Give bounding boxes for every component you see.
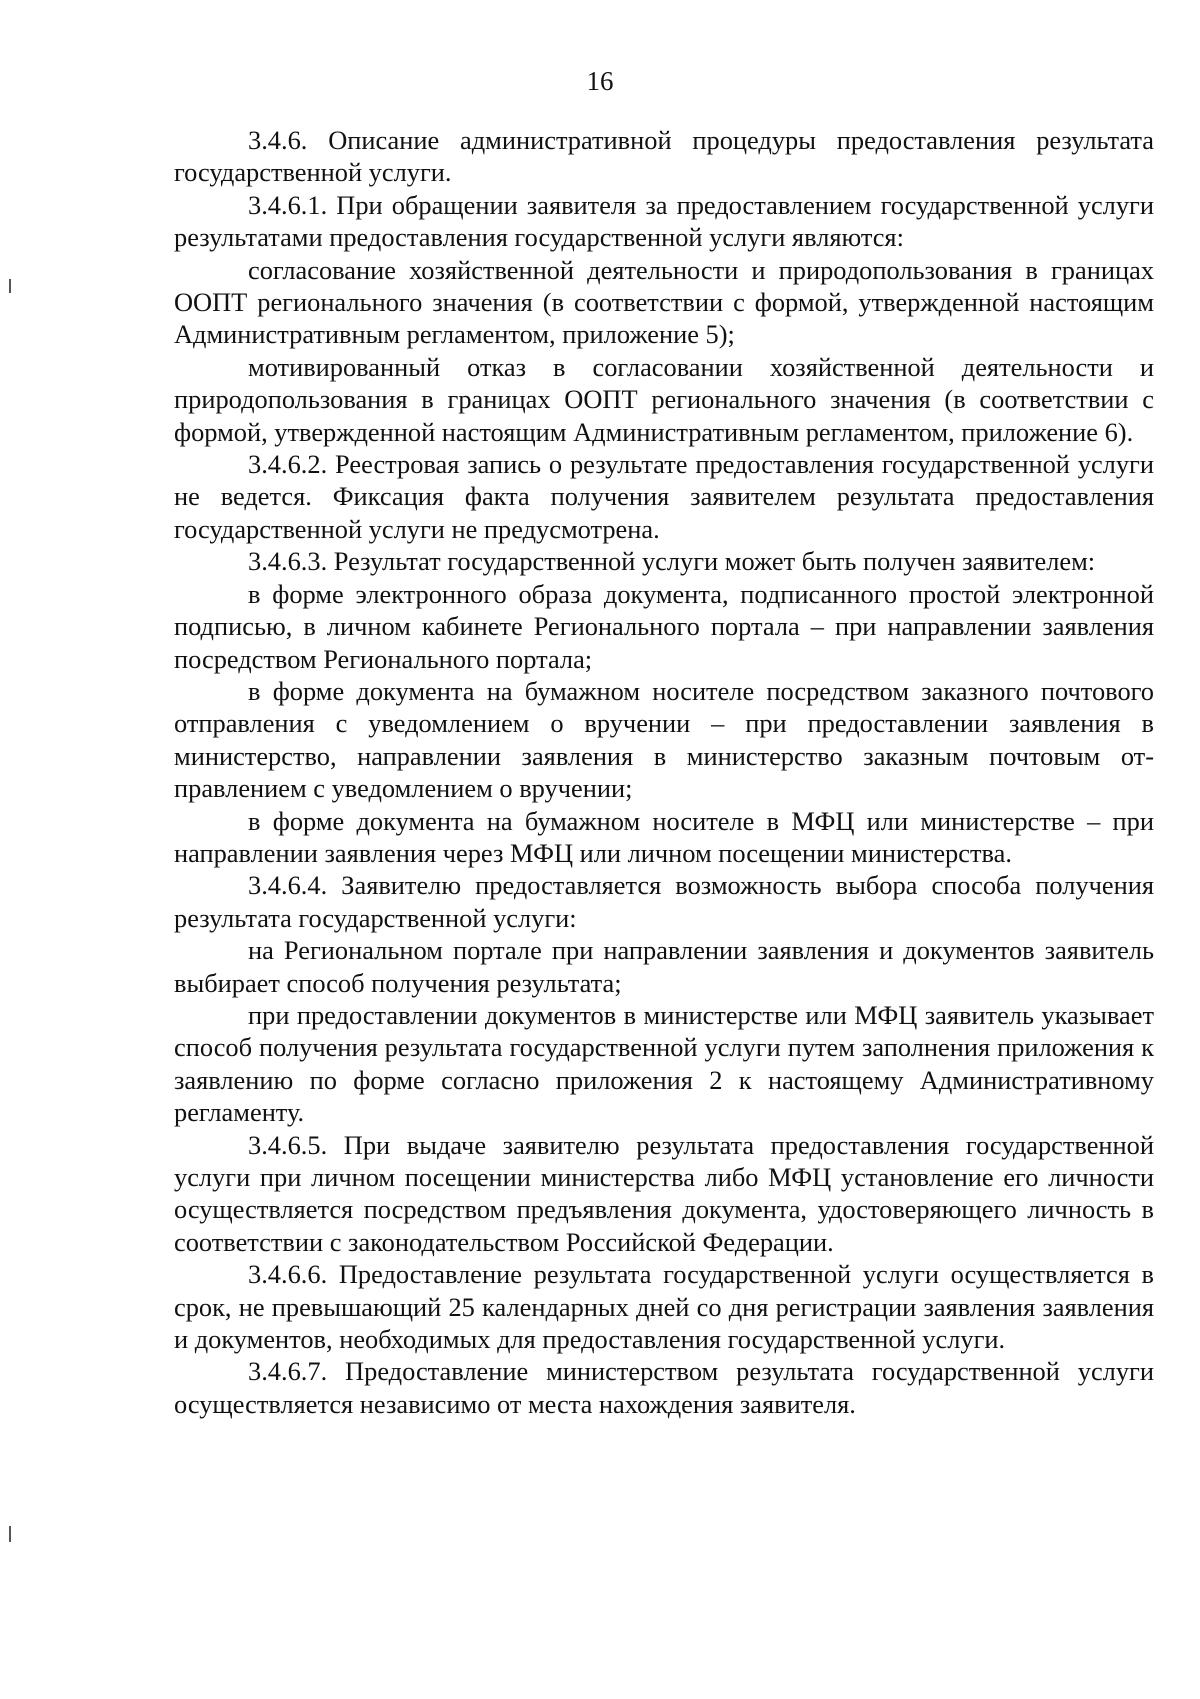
list-item-paragraph: на Региональном портале при направлении заявления и документов заявитель выбирает способ получения результата; <box>174 935 1154 998</box>
paragraph: 3.4.6.5. При выдаче заявителю результата предоставления государственной услуги при личном посещении министерства либо МФЦ установление его личности осуществляется посредством предъявления документа, удостоверяющего личность в соответствии с законодательством Российской Федерации. <box>174 1129 1154 1257</box>
document-body <box>174 124 1154 1420</box>
list-item-paragraph: мотивированный отказ в согласовании хозяйственной деятельности и природопользования в границах ООПТ регионального значения (в соответствии с формой, утвержденной настоящим Административным регламентом, приложение 6). <box>174 351 1154 447</box>
paragraph: 3.4.6.1. При обращении заявителя за предоставлением государственной услуги результатами предоставления государственной услуги являются: <box>174 189 1154 253</box>
paragraph: 3.4.6.4. Заявителю предоставляется возможность выбора способа получения результата государственной услуги: <box>174 870 1154 933</box>
paragraph: 3.4.6.3. Результат государственной услуги может быть получен заявителем: <box>248 546 1096 577</box>
list-item-paragraph: в форме электронного образа документа, подписанного простой электронной подписью, в личном кабинете Регионального портала – при направлении заявления посредством Регионального портала; <box>174 578 1154 674</box>
section-heading-paragraph: 3.4.6. Описание административной процедуры предоставления результата государственной услуги. <box>174 125 1154 188</box>
list-item-paragraph: согласование хозяйственной деятельности и природопользования в границах ООПТ регионального значения (в соответствии с формой, утвержденной настоящим Административным регламентом, приложение 5); <box>174 254 1154 350</box>
paragraph: 3.4.6.2. Реестровая запись о результате предоставления государственной услуги не ведется. Фиксация факта получения заявителем результата предоставления государственной услуги не предусмотрена. <box>174 449 1154 544</box>
paragraph: 3.4.6.7. Предоставление министерством результата государственной услуги осуществляется независимо от места нахождения заявителя. <box>174 1356 1154 1419</box>
list-item-paragraph: в форме документа на бумажном носителе посредством заказного почтового отправления с уведомлением о вручении – при предоставлении заявления в министерство, направлении заявления в министерство заказным почтовым отправлением с уведомлением о вручении; <box>174 675 1154 804</box>
list-item-paragraph: в форме документа на бумажном носителе в МФЦ или министерстве – при направлении заявления через МФЦ или личном посещении министерства. <box>174 805 1154 868</box>
scan-artifact-mark <box>9 279 11 293</box>
page-number: 16 <box>586 66 614 96</box>
paragraph: 3.4.6.6. Предоставление результата государственной услуги осуществляется в срок, не превышающий 25 календарных дней со дня регистрации заявления заявления и документов, необходимых для предоставления государственной услуги. <box>174 1259 1154 1355</box>
list-item-paragraph: при предоставлении документов в министерстве или МФЦ заявитель указывает способ получения результата государственной услуги путем заполнения приложения к заявлению по форме согласно приложения 2 к настоящему Административному регламенту. <box>174 999 1154 1128</box>
scan-artifact-mark <box>9 1526 11 1542</box>
